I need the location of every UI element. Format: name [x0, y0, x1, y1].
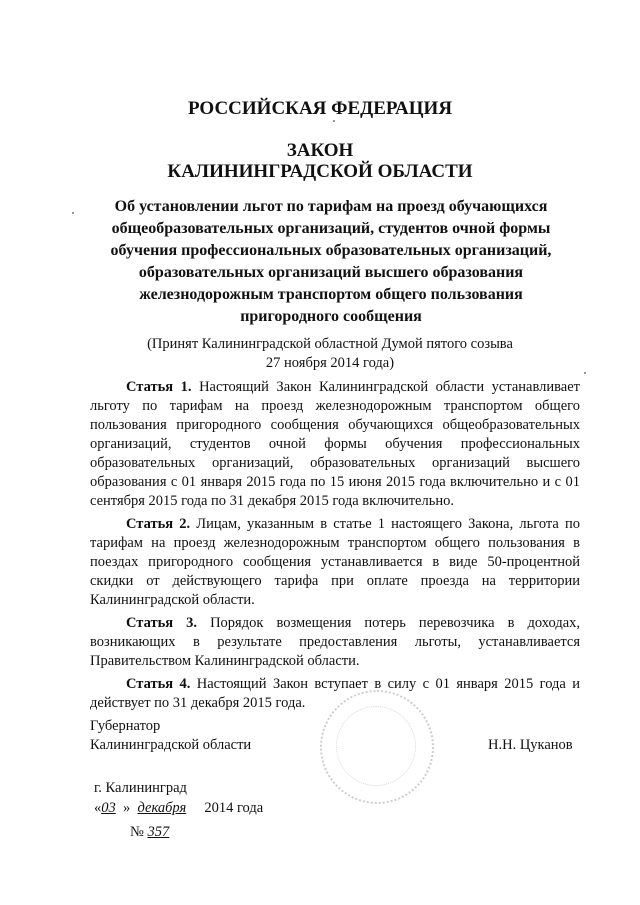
- signatory-position: [90, 717, 251, 755]
- law-number: [130, 823, 169, 842]
- date-day: 03: [101, 800, 116, 816]
- position-line: Губернатор: [90, 718, 161, 734]
- position-line: Калининградской области: [90, 737, 252, 753]
- seal-inner-ring: [336, 706, 416, 786]
- scan-speck: [584, 372, 586, 374]
- law-title: [86, 196, 576, 328]
- country-heading: РОССИЙСКАЯ ФЕДЕРАЦИЯ: [187, 98, 453, 119]
- article-2: [90, 515, 580, 610]
- title-line: обучения профессиональных образовательных организаций,: [110, 242, 552, 259]
- date-open-quote: «: [94, 800, 102, 816]
- title-line: общеобразовательных организаций, студентов очной формы: [111, 220, 551, 237]
- article-label: Статья 4.: [126, 676, 191, 692]
- article-label: Статья 3.: [126, 615, 198, 631]
- scan-speck: [72, 212, 74, 214]
- number-value: 357: [147, 824, 170, 840]
- number-prefix: №: [130, 824, 144, 840]
- article-text: Лицам, указанным в статье 1 настоящего Закона, льгота по тарифам на проезд железнодорожным транспортом общего пользования в поездах пригородного сообщения устанавливается в виде 50-процентной скидки от действующего тарифа при оплате проезда на территории Калининградской области.: [90, 516, 580, 608]
- region-heading: КАЛИНИНГРАДСКОЙ ОБЛАСТИ: [167, 161, 473, 182]
- title-line: образовательных организаций высшего образования: [138, 264, 524, 281]
- title-line: Об установлении льгот по тарифам на проезд обучающихся: [114, 198, 548, 215]
- adoption-note: [80, 335, 580, 373]
- official-seal: [320, 690, 434, 804]
- article-label: Статья 2.: [126, 516, 191, 532]
- title-line: железнодорожным транспортом общего пользования: [139, 286, 523, 303]
- date-year: 2014 года: [204, 800, 264, 816]
- article-3: [90, 614, 580, 671]
- law-body: [90, 378, 580, 717]
- law-heading: ЗАКОН: [286, 140, 354, 161]
- signatory-name: Н.Н. Цуканов: [488, 737, 573, 753]
- article-text: Настоящий Закон вступает в силу с 01 января 2015 года и действует по 31 декабря 2015 года.: [90, 676, 580, 711]
- adoption-line: (Принят Калининградской областной Думой пятого созыва: [147, 336, 513, 352]
- adoption-line: 27 ноября 2014 года): [265, 355, 395, 371]
- title-line: пригородного сообщения: [240, 308, 422, 325]
- signing-date: [94, 799, 263, 818]
- date-month: декабря: [137, 800, 187, 816]
- article-label: Статья 1.: [126, 379, 192, 395]
- date-close-quote: »: [123, 800, 131, 816]
- city-name: г. Калининград: [94, 780, 187, 796]
- scan-speck: [333, 120, 335, 122]
- article-1: [90, 378, 580, 511]
- article-text: Порядок возмещения потерь перевозчика в доходах, возникающих в результате предоставления льготы, устанавливается Правительством Калининградской области.: [90, 615, 581, 669]
- article-text: Настоящий Закон Калининградской области устанавливает льготу по тарифам на проезд железнодорожным транспортом общего пользования пригородного сообщения обучающихся общеобразовательных организаций, студентов очной формы обучения профессиональных образовательных организаций, образовательных организаций высшего образования с 01 января 2015 года по 15 июня 2015 года включительно и с 01 сентября 2015 года по 31 декабря 2015 года включительно.: [90, 379, 580, 509]
